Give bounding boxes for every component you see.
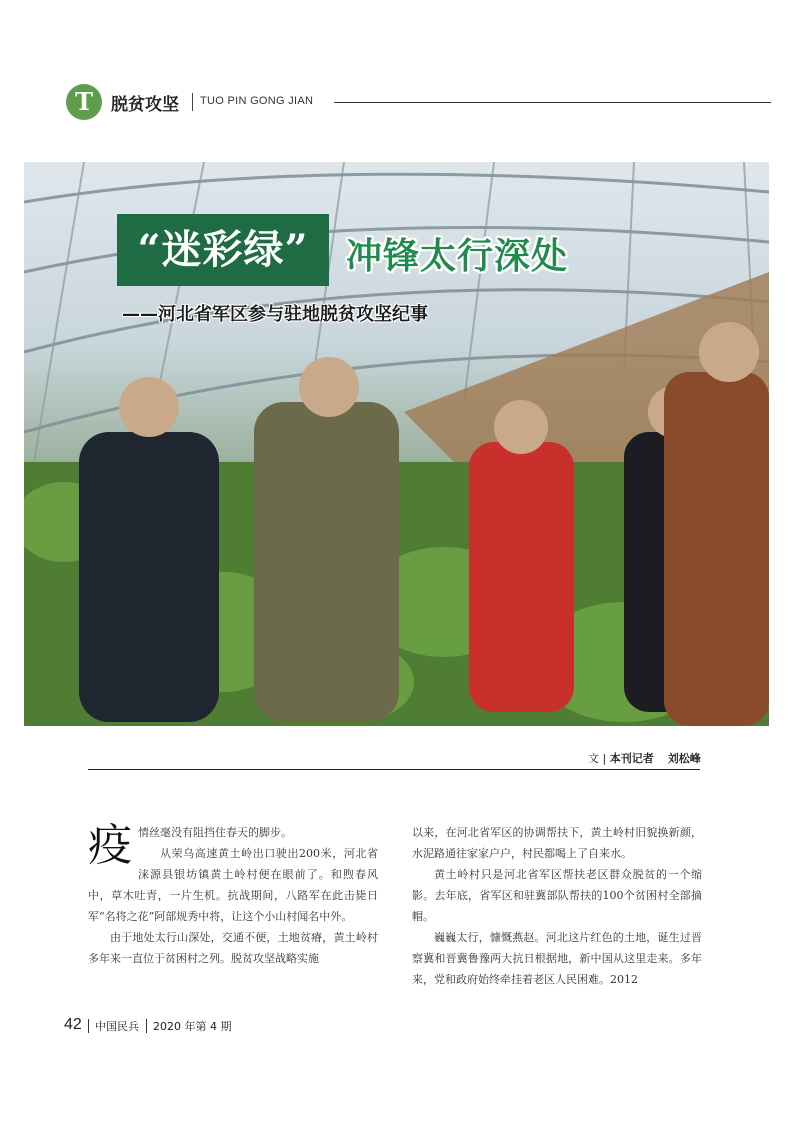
byline-rule [88,769,700,770]
section-title: 脱贫攻坚 [111,95,179,115]
byline-role: 本刊记者 [609,752,654,765]
section-badge: T [66,84,102,120]
paragraph: 情丝毫没有阻挡住春天的脚步。 [138,826,292,839]
byline-author: 刘松峰 [667,752,701,765]
footer-divider [146,1019,147,1033]
section-header [66,84,771,120]
byline-space [657,752,664,765]
article-subtitle: ——河北省军区参与驻地脱贫攻坚纪事 [122,304,428,325]
paragraph: 由于地处太行山深处，交通不便，土地贫瘠，黄土岭村多年来一直位于贫困村之列。脱贫攻坚战略实施 [88,931,378,965]
section-pinyin: TUO PIN GONG JIAN [200,95,314,107]
byline-prefix: 文 [588,752,599,765]
body-column-2 [412,822,702,990]
header-rule [334,102,771,103]
footer-divider [88,1019,89,1033]
paragraph: 巍巍太行，慷慨燕赵。河北这片红色的土地，诞生过晋察冀和晋冀鲁豫两大抗日根据地，新中国从这里走来。多年来，党和政府始终牵挂着老区人民困难。2012 [412,931,702,986]
page-number: 42 [64,1016,82,1033]
body-column-1 [88,822,378,969]
paragraph: 以来，在河北省军区的协调帮扶下，黄土岭村旧貌换新颜，水泥路通往家家户户，村民都喝上了自来水。 [412,826,702,860]
title-highlight: “迷彩绿” [137,226,309,273]
magazine-name: 中国民兵 [95,1020,139,1033]
title-highlight-box [117,214,329,286]
hero-photo [24,162,769,726]
issue-info: 2020 年第 4 期 [153,1020,232,1033]
title-main: 冲锋太行深处 [346,236,569,277]
byline-divider: | [602,752,610,765]
header-divider [192,93,193,111]
paragraph: 从荣乌高速黄土岭出口驶出200米，河北省涞源县银坊镇黄土岭村便在眼前了。和煦春风中，草木吐青，一片生机。抗战期间，八路军在此击毙日军“名将之花”阿部规秀中将，让这个小山村闻名中外。 [88,847,378,923]
byline [588,750,701,766]
paragraph: 黄土岭村只是河北省军区帮扶老区群众脱贫的一个缩影。去年底，省军区和驻冀部队帮扶的100个贫困村全部摘帽。 [412,868,702,923]
drop-cap: 疫 [88,820,132,871]
